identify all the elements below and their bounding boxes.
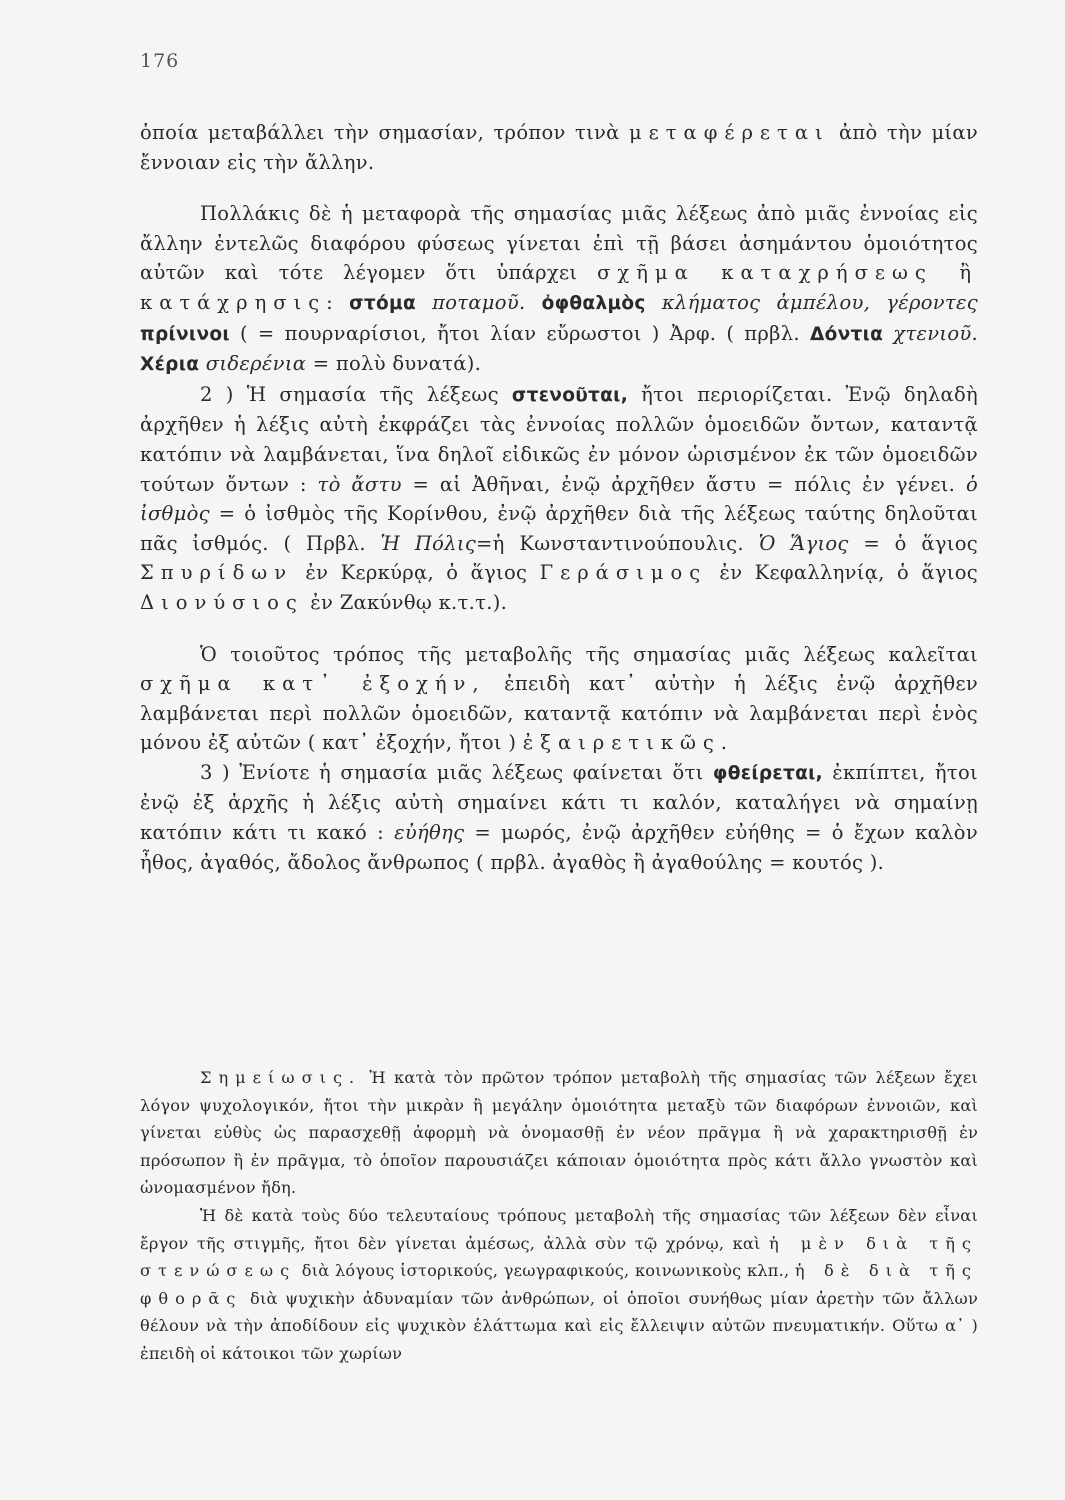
emphasis-text: ἡ δὲ διὰ τῆς φθορᾶς — [140, 1261, 978, 1308]
emphasis-text: Ἡ Πόλις — [380, 531, 477, 555]
emphasis-text: φθείρεται, — [712, 762, 823, 784]
paragraph-3: 2 ) Ἡ σημασία τῆς λέξεως στενοῦται, ἤτοι περιορίζεται. Ἐνῷ δηλαδὴ ἀρχῆθεν ἡ λέξις αὐτὴ ἐκφράζει τὰς ἐννοίας πολλῶν ὁμοειδῶν ὄντων, καταντᾷ κατόπιν νὰ λαμβάνεται, ἵνα δηλοῖ εἰδικῶς ἐν μόνον ὡρισμένον ἐκ τῶν ὁμοειδῶν τούτων ὄντων : τὸ ἄστυ = αἱ Ἀθῆναι, ἐνῷ ἀρχῆθεν ἄστυ = πόλις ἐν γένει. ὁ ἰσθμὸς = ὁ ἰσθμὸς τῆς Κορίνθου, ἐνῷ ἀρχῆθεν διὰ τῆς λέξεως ταύτης δηλοῦται πᾶς ἰσθμός. ( Πρβλ. Ἡ Πόλις=ἡ Κωνσταντινούπουλις. Ὁ Ἅγιος = ὁ ἅγιος Σπυρίδων ἐν Κερκύρᾳ, ὁ ἅγιος Γεράσιμος ἐν Κεφαλληνίᾳ, ὁ ἅγιος Διονύσιος ἐν Ζακύνθῳ κ.τ.τ.). — [140, 382, 979, 614]
page-number: 176 — [140, 50, 180, 72]
emphasis-text: σχῆμα καταχρήσεως ἢ κατάχρησις — [140, 261, 979, 314]
note-section — [140, 1064, 978, 1368]
emphasis-text: Ὁ Ἅγιος — [758, 531, 849, 555]
emphasis-text: ὀφθαλμὸς — [541, 292, 646, 314]
emphasis-text: Σημείωσις. — [200, 1068, 362, 1087]
paragraph-4: Ὁ τοιοῦτος τρόπος τῆς μεταβολῆς τῆς σημασίας μιᾶς λέξεως καλεῖται σχῆμα κατ᾽ ἐξοχήν, ἐπειδὴ κατ᾽ αὐτὴν ἡ λέξις ἐνῷ ἀρχῆθεν λαμβάνεται περὶ πολλῶν ὁμοειδῶν, καταντᾷ κατόπιν νὰ λαμβάνεται περὶ ἑνὸς μόνου ἐξ αὐτῶν ( κατ᾽ ἐξοχήν, ἤτοι ) ἐξαιρετικῶς. — [140, 642, 978, 755]
emphasis-text: σχῆμα κατ᾽ ἐξοχήν, — [140, 672, 486, 696]
emphasis-text: σιδερένια — [205, 352, 307, 376]
emphasis-text: χτενιοῦ. — [893, 321, 979, 345]
paragraph-1: ὁποία μεταβάλλει τὴν σημασίαν, τρόπον τινὰ μεταφέρεται ἀπὸ τὴν μίαν ἔννοιαν εἰς τὴν ἄλλην. — [140, 121, 978, 174]
emphasis-text: Διονύσιος — [140, 590, 304, 614]
paragraph-2: Πολλάκις δὲ ἡ μεταφορὰ τῆς σημασίας μιᾶς λέξεως ἀπὸ μιᾶς ἐννοίας εἰς ἄλλην ἐντελῶς διαφόρου φύσεως γίνεται ἐπὶ τῇ βάσει ἀσημάντου ὁμοιότητος αὐτῶν καὶ τότε λέγομεν ὅτι ὑπάρχει σχῆμα καταχρήσεως ἢ κατάχρησις: στόμα ποταμοῦ. ὀφθαλμὸς κλήματος ἀμπέλου, γέροντες πρίνινοι ( = πουρναρίσιοι, ἤτοι λίαν εὔρωστοι ) Ἀρφ. ( πρβλ. Δόντια χτενιοῦ. Χέρια σιδερένια = πολὺ δυνατά). — [140, 202, 979, 376]
main-text — [140, 118, 978, 877]
emphasis-text: κλήματος ἀμπέλου, γέροντες — [661, 290, 979, 314]
emphasis-text: ὁ ἰσθμὸς — [140, 472, 978, 526]
emphasis-text: πρίνινοι — [140, 323, 230, 345]
emphasis-text: μεταφέρεται — [628, 121, 830, 144]
emphasis-text: ἐξαιρετικῶς. — [522, 731, 735, 755]
emphasis-text: στόμα — [349, 292, 416, 314]
paragraph-5: 3 ) Ἐνίοτε ἡ σημασία μιᾶς λέξεως φαίνεται ὅτι φθείρεται, ἐκπίπτει, ἤτοι ἐνῷ ἐξ ἀρχῆς ἡ λέξις αὐτὴ σημαίνει κάτι τι καλόν, καταλήγει νὰ σημαίνῃ κατόπιν κάτι τι κακό : εὐήθης = μωρός, ἐνῷ ἀρχῆθεν εὐήθης = ὁ ἔχων καλὸν ἦθος, ἀγαθός, ἄδολος ἄνθρωπος ( πρβλ. ἀγαθὸς ἢ ἀγαθούλης = κουτός ). — [140, 760, 978, 874]
emphasis-text: Δόντια — [809, 323, 884, 345]
emphasis-text: ἡ μὲν διὰ τῆς στενώσεως — [140, 1233, 978, 1281]
emphasis-text: Γεράσιμος — [539, 561, 708, 585]
emphasis-text: ποταμοῦ. — [432, 290, 526, 314]
emphasis-text: εὐήθης — [394, 821, 465, 845]
emphasis-text: Σπυρίδων — [140, 561, 294, 585]
note-paragraph-2: Ἡ δὲ κατὰ τοὺς δύο τελευταίους τρόπους μεταβολὴ τῆς σημασίας τῶν λέξεων δὲν εἶναι ἔργον τῆς στιγμῆς, ἤτοι δὲν γίνεται ἀμέσως, ἀλλὰ σὺν τῷ χρόνῳ, καὶ ἡ μὲν διὰ τῆς στενώσεως διὰ λόγους ἱστορικούς, γεωγραφικούς, κοινωνικοὺς κλπ., ἡ δὲ διὰ τῆς φθορᾶς διὰ ψυχικὴν ἀδυναμίαν τῶν ἀνθρώπων, οἱ ὁποῖοι συνήθως μίαν ἀρετὴν τῶν ἄλλων θέλουν νὰ τὴν ἀποδίδουν εἰς ψυχικὸν ἐλάττωμα καὶ εἰς ἔλλειψιν αὐτῶν πνευματικήν. Οὕτω α᾽ ) ἐπειδὴ οἱ κάτοικοι τῶν χωρίων — [140, 1205, 978, 1363]
emphasis-text: στενοῦται, — [511, 384, 629, 406]
emphasis-text: τὸ ἄστυ — [317, 472, 402, 496]
note-paragraph-1: Σημείωσις. Ἡ κατὰ τὸν πρῶτον τρόπον μεταβολὴ τῆς σημασίας τῶν λέξεων ἔχει λόγον ψυχολογικόν, ἤτοι τὴν μικρὰν ἢ μεγάλην ὁμοιότητα μεταξὺ τῶν διαφόρων ἐννοιῶν, καὶ γίνεται εὐθὺς ὡς παρασχεθῇ ἀφορμὴ νὰ ὀνομασθῇ ἐν νέον πρᾶγμα ἢ νὰ χαρακτηρισθῇ ἐν πρόσωπον ἢ ἐν πρᾶγμα, τὸ ὁποῖον παρουσιάζει κάποιαν ὁμοιότητα πρὸς κάτι ἄλλο γνωστὸν καὶ ὠνομασμένον ἤδη. — [140, 1068, 978, 1198]
emphasis-text: Χέρια — [140, 354, 200, 376]
